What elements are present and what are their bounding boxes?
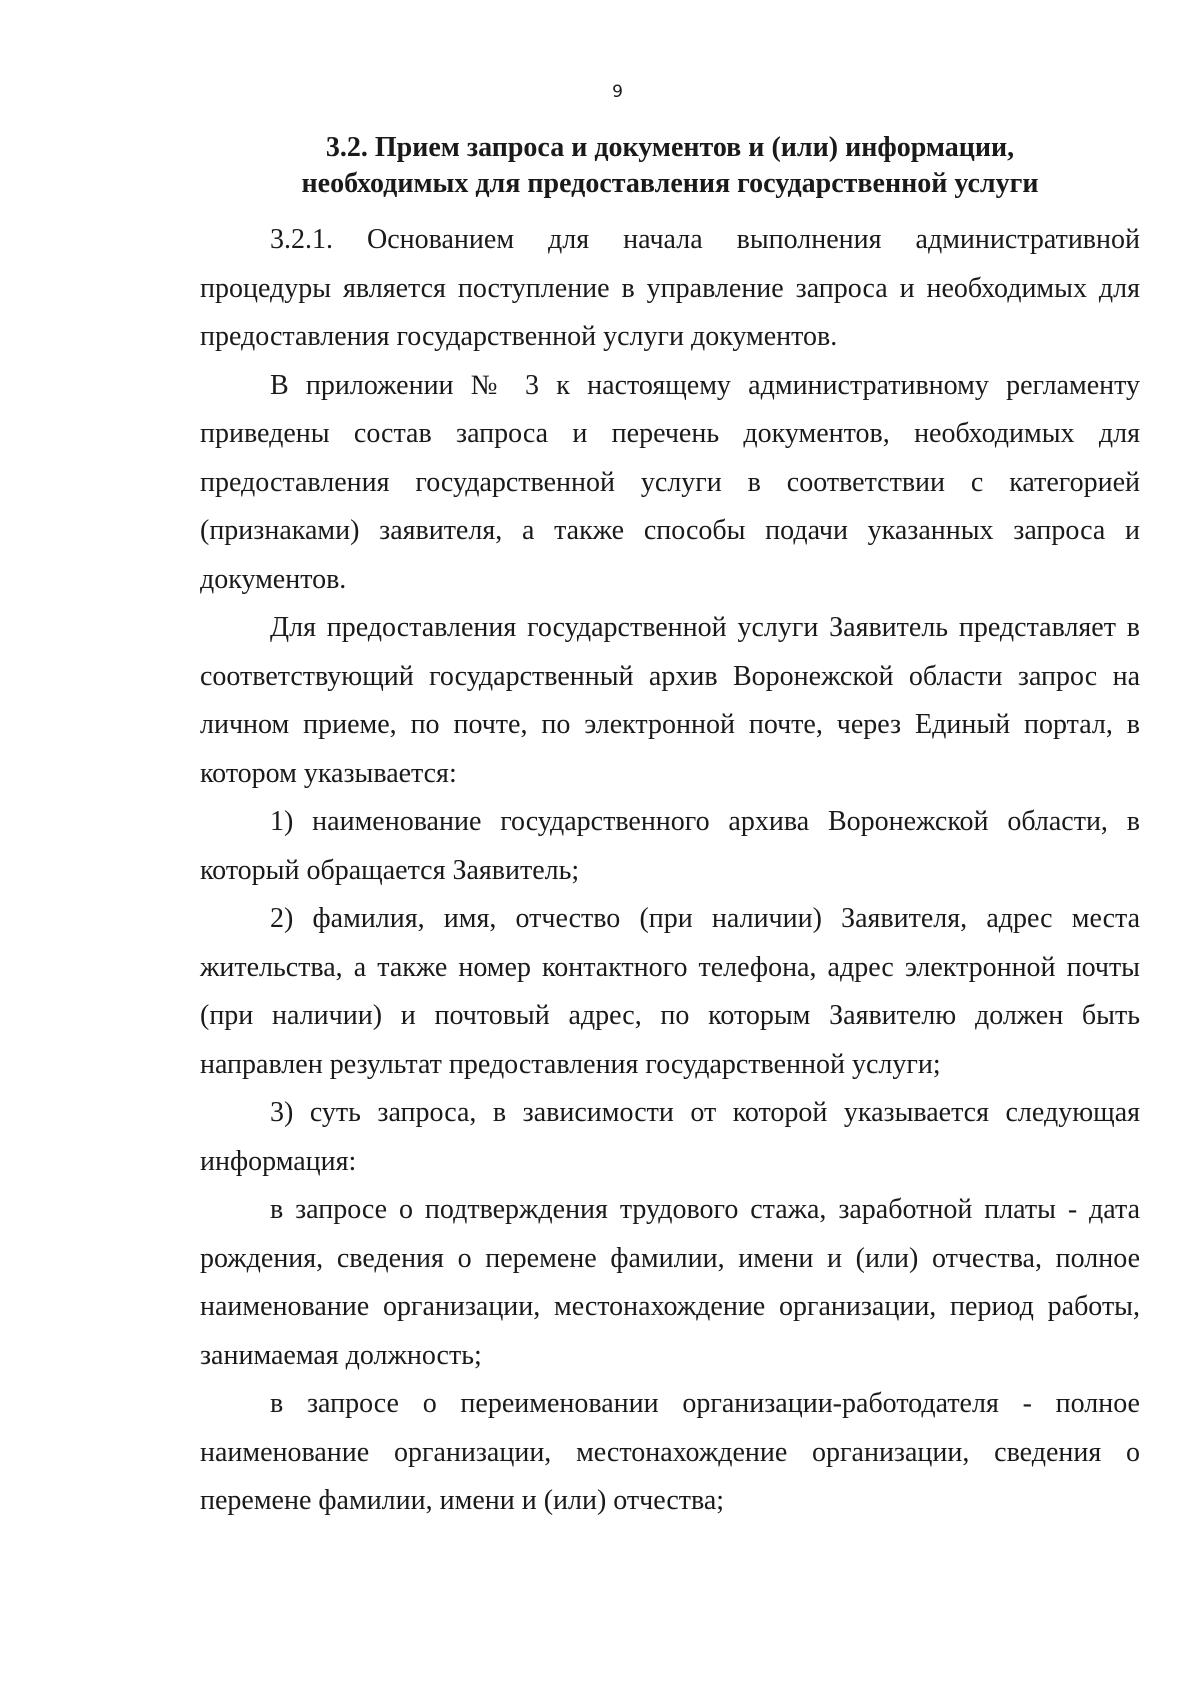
paragraph-request-submission: Для предоставления государственной услуги Заявитель представляет в соответствующий государственный архив Воронежской области запрос на личном приеме, по почте, по электронной почте, через Единый портал, в котором указывается:	[200, 612, 1140, 789]
list-item-3: 3) суть запроса, в зависимости от которой указывается следующая информация:	[200, 1097, 1140, 1177]
section-heading-line-1: 3.2. Прием запроса и документов и (или) информации,	[325, 132, 1015, 163]
paragraph-renaming-request: в запросе о переименовании организации-работодателя - полное наименование организации, местонахождение организации, сведения о перемене фамилии, имени и (или) отчества;	[200, 1388, 1140, 1516]
document-body	[200, 216, 1140, 1526]
paragraph-work-experience-request: в запросе о подтверждения трудового стажа, заработной платы - дата рождения, сведения о перемене фамилии, имени и (или) отчества, полное наименование организации, местонахождение организации, период работы, занимаемая должность;	[200, 1194, 1140, 1371]
page-number: 9	[612, 82, 623, 102]
list-item-1: 1) наименование государственного архива Воронежской области, в который обращается Заявитель;	[200, 806, 1140, 886]
section-heading-line-2: необходимых для предоставления государственной услуги	[301, 168, 1039, 199]
section-heading	[200, 130, 1140, 202]
list-item-2: 2) фамилия, имя, отчество (при наличии) Заявителя, адрес места жительства, а также номер контактного телефона, адрес электронной почты (при наличии) и почтовый адрес, по которым Заявителю должен быть направлен результат предоставления государственной услуги;	[200, 903, 1140, 1080]
paragraph-appendix-3: В приложении № 3 к настоящему административному регламенту приведены состав запроса и перечень документов, необходимых для предоставления государственной услуги в соответствии с категорией (признаками) заявителя, а также способы подачи указанных запроса и документов.	[200, 369, 1140, 595]
paragraph-3-2-1: 3.2.1. Основанием для начала выполнения административной процедуры является поступление в управление запроса и необходимых для предоставления государственной услуги документов.	[200, 224, 1140, 352]
